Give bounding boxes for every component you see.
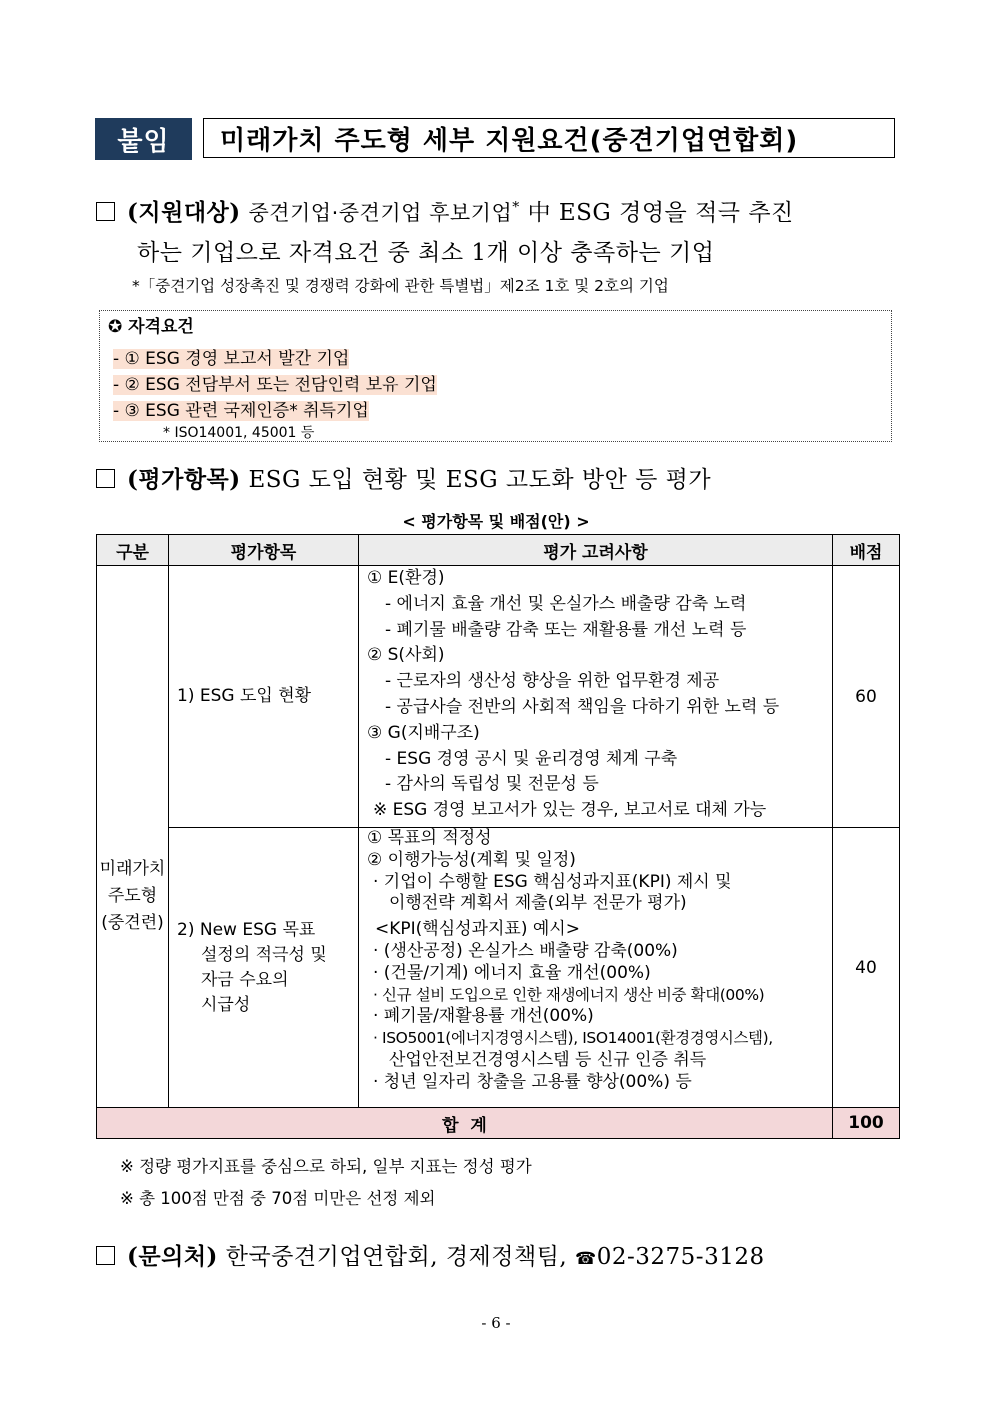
criteria-line: - ESG 경영 공시 및 윤리경영 체계 구축: [385, 748, 678, 769]
criteria-line: · ISO5001(에너지경영시스템), ISO14001(환경경영시스템),: [373, 1029, 773, 1048]
criteria-line: · 기업이 수행할 ESG 핵심성과지표(KPI) 제시 및: [373, 871, 732, 892]
category-line: (중견련): [101, 913, 164, 933]
item-line: 자금 수요의: [201, 969, 289, 990]
section-target-label: (지원대상): [127, 199, 241, 226]
criteria-line: 산업안전보건경영시스템 등 신규 인증 취득: [389, 1049, 707, 1070]
criteria-cell: [359, 828, 833, 1108]
section-contact-label: (문의처): [127, 1243, 218, 1270]
header-score: 배점: [833, 535, 900, 566]
total-score: 100: [833, 1108, 900, 1139]
checkbox-square-icon: [96, 1246, 115, 1265]
item-cell: 1) ESG 도입 현황: [169, 566, 359, 828]
header-criteria: 평가 고려사항: [359, 535, 833, 566]
criteria-line: ① 목표의 적정성: [367, 828, 492, 848]
section-evaluation-text: ESG 도입 현황 및 ESG 고도화 방안 등 평가: [248, 467, 712, 493]
item-line: 설정의 적극성 및: [201, 944, 327, 965]
criteria-line: · (생산공정) 온실가스 배출량 감축(00%): [373, 940, 678, 961]
total-row: [97, 1108, 900, 1139]
footnote-star: *: [512, 199, 520, 216]
section-target-text-a: 중견기업·중견기업 후보기업: [248, 201, 513, 225]
criteria-line: - 공급사슬 전반의 사회적 책임을 다하기 위한 노력 등: [385, 696, 780, 717]
attachment-tag: 붙임: [95, 118, 192, 160]
score-cell: 40: [833, 828, 900, 1108]
table-row: [97, 828, 900, 1108]
total-label: 합 계: [97, 1108, 833, 1139]
criteria-line: - 근로자의 생산성 향상을 위한 업무환경 제공: [385, 671, 720, 692]
category-line: 미래가치: [99, 859, 166, 879]
criteria-line: 이행전략 계획서 제출(외부 전문가 평가): [389, 893, 687, 914]
page-number: - 6 -: [481, 1314, 511, 1332]
checkbox-square-icon: [96, 469, 115, 488]
score-cell: 60: [833, 566, 900, 828]
section-contact-text: 한국중견기업연합회, 경제정책팀,: [225, 1244, 568, 1270]
qualification-item-2: [113, 370, 437, 395]
table-caption: < 평가항목 및 배점(안) >: [402, 512, 590, 531]
section-evaluation: [96, 461, 711, 494]
item-line: 2) New ESG 목표: [177, 919, 316, 940]
qualification-item-3: [113, 396, 369, 421]
section-target: [96, 194, 794, 227]
evaluation-table: [96, 534, 900, 1139]
page-title-text: 미래가치 주도형 세부 지원요건(중견기업연합회): [220, 125, 799, 156]
qualification-item-1: [113, 344, 349, 369]
note-2: ※ 총 100점 만점 중 70점 미만은 선정 제외: [120, 1189, 436, 1208]
qualification-item-3-text: - ③ ESG 관련 국제인증* 취득기업: [113, 401, 369, 421]
category-line: 주도형: [107, 886, 158, 906]
section-evaluation-label: (평가항목): [127, 466, 241, 493]
criteria-line: · 신규 설비 도입으로 인한 재생에너지 생산 비중 확대(00%): [373, 985, 765, 1004]
section-target-line2: 하는 기업으로 자격요건 중 최소 1개 이상 충족하는 기업: [137, 240, 715, 266]
checkbox-square-icon: [96, 202, 115, 221]
header-item: 평가항목: [169, 535, 359, 566]
item-line: 시급성: [201, 994, 251, 1015]
category-cell: [97, 566, 169, 1108]
page-title: [203, 118, 895, 158]
criteria-line: · 청년 일자리 창출을 고용률 향상(00%) 등: [373, 1071, 692, 1092]
criteria-line: - 에너지 효율 개선 및 온실가스 배출량 감축 노력: [385, 593, 747, 614]
section-contact: [96, 1238, 765, 1271]
criteria-line: ※ ESG 경영 보고서가 있는 경우, 보고서로 대체 가능: [373, 800, 767, 821]
item-cell: [169, 828, 359, 1108]
header-category: 구분: [97, 535, 169, 566]
criteria-line: ③ G(지배구조): [367, 722, 480, 743]
phone-number: 02-3275-3128: [596, 1244, 765, 1270]
criteria-line: · 폐기물/재활용률 개선(00%): [373, 1006, 594, 1027]
section-target-footnote: *「중견기업 성장촉진 및 경쟁력 강화에 관한 특별법」제2조 1호 및 2호의 기업: [132, 277, 669, 295]
qualification-item-1-text: - ① ESG 경영 보고서 발간 기업: [113, 349, 350, 369]
criteria-line: <KPI(핵심성과지표) 예시>: [375, 919, 580, 940]
section-target-text-b: 中 ESG 경영을 적극 추진: [527, 200, 794, 226]
note-1: ※ 정량 평가지표를 중심으로 하되, 일부 지표는 정성 평가: [120, 1157, 532, 1176]
criteria-cell: [359, 566, 833, 828]
criteria-line: - 폐기물 배출량 감축 또는 재활용률 개선 노력 등: [385, 619, 747, 640]
criteria-line: - 감사의 독립성 및 전문성 등: [385, 774, 599, 795]
criteria-line: · (건물/기계) 에너지 효율 개선(00%): [373, 962, 651, 983]
criteria-line: ② S(사회): [367, 645, 445, 666]
qualification-title: ✪ 자격요건: [108, 317, 194, 337]
qualification-item-2-text: - ② ESG 전담부서 또는 전담인력 보유 기업: [113, 375, 437, 395]
table-row: [97, 566, 900, 828]
phone-icon: ☎: [575, 1249, 597, 1269]
criteria-line: ② 이행가능성(계획 및 일정): [367, 849, 576, 870]
table-header-row: [97, 535, 900, 566]
criteria-line: ① E(환경): [367, 568, 445, 588]
qualification-note: * ISO14001, 45001 등: [163, 425, 315, 441]
